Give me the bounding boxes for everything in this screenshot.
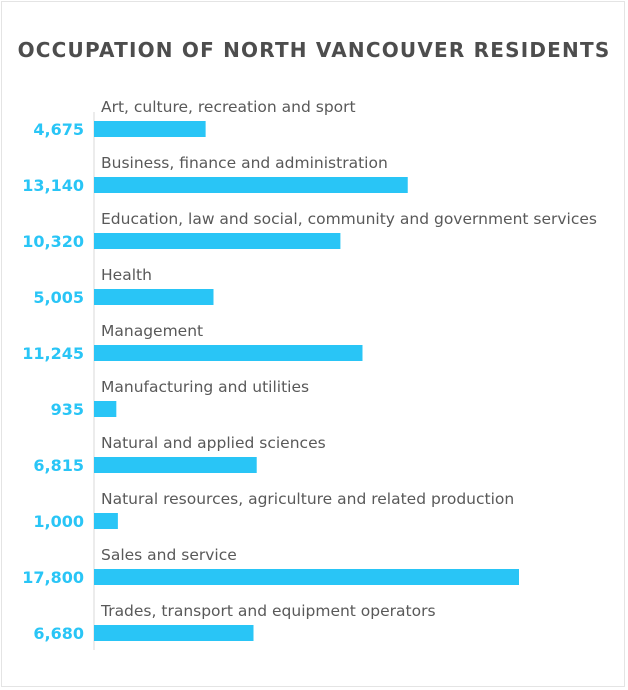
value-label: 6,815 <box>33 456 84 475</box>
value-label: 1,000 <box>33 512 84 531</box>
value-label: 17,800 <box>22 568 84 587</box>
bar <box>94 625 253 641</box>
category-label: Business, finance and administration <box>101 154 388 172</box>
bar <box>94 121 206 137</box>
category-label: Art, culture, recreation and sport <box>101 98 356 116</box>
bar <box>94 177 408 193</box>
value-label: 4,675 <box>33 120 84 139</box>
category-label: Natural and applied sciences <box>101 434 326 452</box>
bar <box>94 289 214 305</box>
bar <box>94 401 116 417</box>
category-label: Natural resources, agriculture and related production <box>101 490 515 508</box>
bar <box>94 457 257 473</box>
chart-title: OCCUPATION OF NORTH VANCOUVER RESIDENTS <box>17 38 611 62</box>
value-label: 6,680 <box>33 624 84 643</box>
category-label: Trades, transport and equipment operators <box>101 602 436 620</box>
value-label: 5,005 <box>33 288 84 307</box>
value-label: 935 <box>50 400 84 419</box>
category-label: Health <box>101 266 152 284</box>
value-label: 11,245 <box>22 344 84 363</box>
category-label: Education, law and social, community and government services <box>101 210 597 228</box>
bar <box>94 345 362 361</box>
value-label: 13,140 <box>22 176 84 195</box>
value-label: 10,320 <box>22 232 84 251</box>
bar <box>94 569 519 585</box>
bar <box>94 233 340 249</box>
category-label: Management <box>101 322 204 340</box>
category-label: Sales and service <box>101 546 237 564</box>
bar <box>94 513 118 529</box>
category-label: Manufacturing and utilities <box>101 378 310 396</box>
